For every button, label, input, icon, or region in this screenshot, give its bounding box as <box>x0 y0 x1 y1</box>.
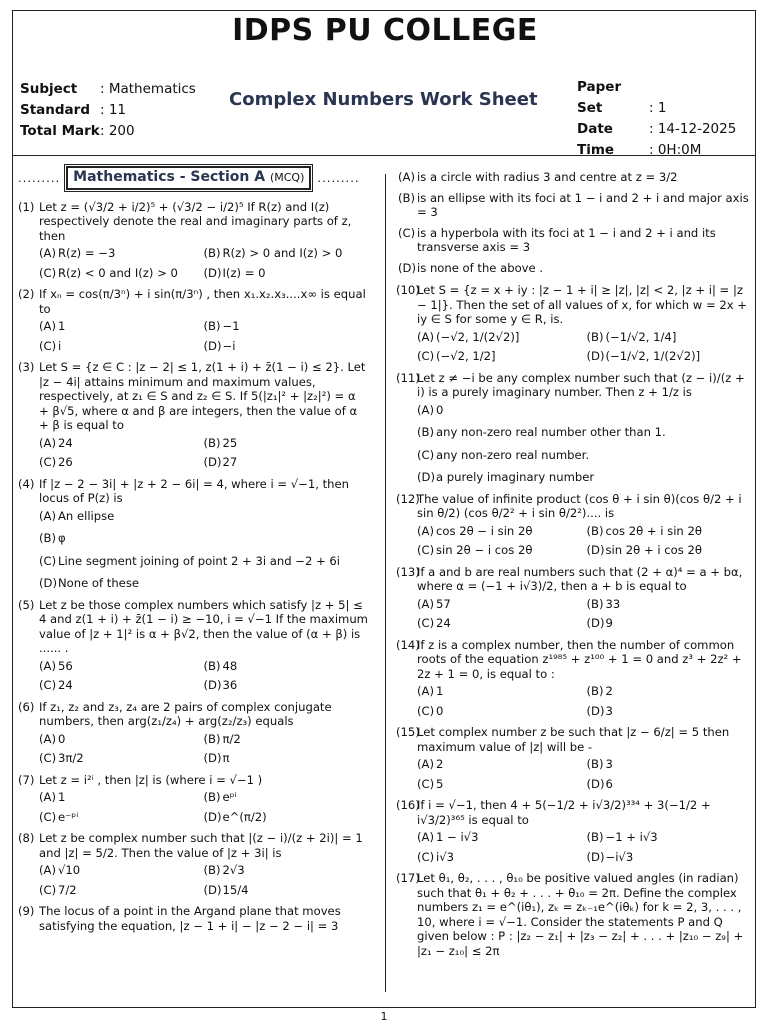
question-text: Let S = {z = x + iy : |z − 1 + i| ≥ |z|, |z| < 2, |z + i| = |z − 1|}. Then the set of all values of x, for which w = 2x + iy ∈ S for some y ∈ R, is. <box>417 283 748 326</box>
option-c <box>39 554 368 569</box>
section-dots-right: ......... <box>317 170 360 185</box>
question-13 <box>396 565 756 631</box>
option-text: An ellipse <box>58 508 115 523</box>
option-c <box>39 339 204 354</box>
question-number: (15) <box>396 725 420 739</box>
option-a <box>417 403 756 418</box>
option-d <box>204 678 369 693</box>
option-letter: (A) <box>417 830 434 844</box>
option-c <box>417 616 587 631</box>
option-letter: (A) <box>39 731 56 746</box>
option-text: 3π/2 <box>58 751 84 765</box>
options <box>39 659 368 693</box>
option-d <box>587 850 757 865</box>
option-a <box>417 524 587 539</box>
option-c <box>417 850 587 865</box>
option-letter: (C) <box>417 349 435 363</box>
option-b <box>587 524 757 539</box>
option-d <box>587 704 757 719</box>
options <box>417 830 756 864</box>
question-1 <box>18 200 368 281</box>
option-letter: (A) <box>417 329 434 344</box>
section-heading <box>18 166 368 190</box>
options <box>39 732 368 766</box>
option-text: 26 <box>58 455 73 469</box>
question-5 <box>18 598 368 693</box>
option-letter: (D) <box>398 260 416 275</box>
question-number: (10) <box>396 283 420 297</box>
option-letter: (C) <box>39 809 57 824</box>
question-number: (11) <box>396 370 420 385</box>
option-letter: (B) <box>203 731 221 746</box>
options <box>417 524 756 558</box>
option-c <box>417 543 587 558</box>
option-text: i√3 <box>436 849 454 864</box>
options <box>417 684 756 718</box>
option-d <box>39 576 368 591</box>
question-row <box>18 598 368 656</box>
option-c <box>417 448 756 463</box>
option-text: 1 − i√3 <box>436 830 479 844</box>
option-text: any non-zero real number other than 1. <box>436 425 666 439</box>
question-number: (14) <box>396 637 420 652</box>
question-text: If z is a complex number, then the number of common roots of the equation z¹⁹⁸⁵ + z¹⁰⁰ + 1 = 0 and z³ + 2z² + 2z + 1 = 0, is equal to : <box>417 637 742 681</box>
option-text: 48 <box>222 658 238 673</box>
question-number: (8) <box>18 831 35 845</box>
option-letter: (A) <box>39 246 56 260</box>
option-c <box>417 777 587 792</box>
options <box>417 403 756 485</box>
option-b <box>204 659 369 674</box>
option-text: −i√3 <box>605 849 634 864</box>
options <box>39 436 368 470</box>
option-text: None of these <box>58 576 139 590</box>
question-number: (9) <box>18 904 35 918</box>
option-letter: (B) <box>398 190 416 205</box>
option-letter: (A) <box>39 508 56 523</box>
question-9 <box>18 904 368 933</box>
question-text: If xₙ = cos(π/3ⁿ) + i sin(π/3ⁿ) , then x₁.x₂.x₃....x∞ is equal to <box>39 287 366 316</box>
option-text: π <box>222 751 230 765</box>
question-row <box>18 200 368 244</box>
option-text: (−√2, 1/2] <box>436 349 496 363</box>
option-letter: (D) <box>586 776 605 791</box>
options <box>417 757 756 791</box>
option-text: φ <box>58 531 66 545</box>
option-letter: (D) <box>586 703 605 718</box>
option-letter: (B) <box>586 684 604 698</box>
question-text: If a and b are real numbers such that (2 + α)⁴ = a + bα, where α = (−1 + i√3)/2, then a + b is equal to <box>417 564 743 593</box>
option-text: sin 2θ − i cos 2θ <box>436 543 533 557</box>
option-d <box>204 455 369 470</box>
option-letter: (A) <box>417 684 434 698</box>
section-title: Mathematics - Section A (MCQ) <box>66 166 311 190</box>
question-text: Let z be complex number such that |(z − i)/(z + 2i)| = 1 and |z| = 5/2. Then the value of |z + 3i| is <box>39 831 363 860</box>
option-letter: (B) <box>203 319 221 333</box>
option-text: 27 <box>222 455 238 469</box>
option-a <box>39 659 204 674</box>
column-divider <box>385 174 386 992</box>
section-dots-left: ......... <box>18 170 61 185</box>
option-letter: (C) <box>39 553 57 568</box>
option-d <box>417 470 756 485</box>
option-letter: (B) <box>203 246 221 260</box>
option-letter: (D) <box>203 455 222 469</box>
option-text: eᵖⁱ <box>222 790 237 804</box>
option-c <box>398 226 756 255</box>
option-letter: (B) <box>39 531 57 545</box>
option-text: 36 <box>222 678 238 692</box>
option-a <box>417 684 587 699</box>
question-number: (5) <box>18 597 35 612</box>
question-text: If z₁, z₂ and z₃, z₄ are 2 pairs of complex conjugate numbers, then arg(z₁/z₄) + arg(z₂/z₃) equals <box>39 699 332 728</box>
option-letter: (D) <box>586 616 605 630</box>
question-row <box>396 283 756 327</box>
option-c <box>417 704 587 719</box>
option-d <box>204 883 369 898</box>
option-letter: (B) <box>203 435 221 450</box>
option-letter: (D) <box>417 470 435 484</box>
worksheet-title: Complex Numbers Work Sheet <box>229 89 538 110</box>
option-text: R(z) < 0 and I(z) > 0 <box>58 265 178 280</box>
option-d <box>204 810 369 825</box>
option-d <box>204 339 369 354</box>
option-b <box>204 246 369 261</box>
option-text: 33 <box>605 596 621 611</box>
page-number: 1 <box>380 1010 388 1023</box>
option-c <box>39 266 204 281</box>
option-text: sin 2θ + i cos 2θ <box>605 543 702 557</box>
option-a <box>39 436 204 451</box>
option-letter: (C) <box>39 882 57 897</box>
option-letter: (A) <box>417 523 434 538</box>
question-row <box>18 773 368 788</box>
question-number: (3) <box>18 360 35 374</box>
question-row <box>396 725 756 754</box>
option-letter: (C) <box>417 447 435 462</box>
right-meta <box>577 77 736 161</box>
option-letter: (B) <box>203 658 221 673</box>
question-number: (4) <box>18 476 35 491</box>
question-number: (6) <box>18 699 35 714</box>
option-letter: (D) <box>203 751 222 765</box>
option-text: is a hyperbola with its foci at 1 − i and 2 + i and its transverse axis = 3 <box>417 225 716 254</box>
question-4 <box>18 477 368 591</box>
question-list-right <box>396 283 756 958</box>
option-text: 2 <box>605 684 613 698</box>
option-text: 0 <box>436 703 444 718</box>
question-11 <box>396 371 756 485</box>
option-text: 2√3 <box>222 863 245 877</box>
option-letter: (D) <box>203 678 222 692</box>
option-b <box>587 684 757 699</box>
question-text: The value of infinite product (cos θ + i sin θ)(cos θ/2 + i sin θ/2) (cos θ/2² + i sin θ/2²).... is <box>417 491 742 520</box>
option-letter: (A) <box>417 596 434 611</box>
question-10 <box>396 283 756 364</box>
option-text: (−√2, 1/(2√2)] <box>436 329 520 344</box>
option-text: −1 + i√3 <box>605 830 658 844</box>
option-text: 1 <box>58 790 66 804</box>
option-a <box>39 246 204 261</box>
option-a <box>417 830 587 845</box>
question-text: The locus of a point in the Argand plane that moves satisfying the equation, |z − 1 + i| − |z − 2 − i| = 3 <box>39 904 341 933</box>
option-letter: (C) <box>417 703 435 718</box>
college-name: IDPS PU COLLEGE <box>232 13 538 48</box>
question-number: (17) <box>396 871 420 885</box>
option-letter: (C) <box>398 225 416 240</box>
options <box>39 790 368 824</box>
option-a <box>417 597 587 612</box>
question-number: (2) <box>18 287 35 301</box>
option-text: R(z) > 0 and I(z) > 0 <box>222 246 343 260</box>
question-row <box>18 831 368 860</box>
option-text: R(z) = −3 <box>58 246 116 260</box>
option-b <box>587 330 757 345</box>
options <box>39 863 368 897</box>
option-text: 56 <box>58 658 73 673</box>
question-number: (16) <box>396 798 420 812</box>
option-text: cos 2θ − i sin 2θ <box>436 523 533 538</box>
meta-date: Date : 14-12-2025 <box>577 121 737 137</box>
option-a <box>398 170 756 185</box>
option-letter: (C) <box>417 776 435 791</box>
option-letter: (B) <box>586 596 604 611</box>
option-letter: (C) <box>417 543 435 557</box>
option-text: 5 <box>436 776 444 791</box>
option-letter: (B) <box>203 863 221 877</box>
option-d <box>398 261 756 276</box>
option-a <box>417 757 587 772</box>
option-letter: (D) <box>39 576 57 590</box>
option-letter: (D) <box>203 338 222 353</box>
option-text: 6 <box>605 776 613 791</box>
question-6 <box>18 700 368 766</box>
options <box>417 330 756 364</box>
question-row <box>396 371 756 400</box>
option-b <box>587 757 757 772</box>
question-14 <box>396 638 756 719</box>
option-letter: (D) <box>586 543 605 557</box>
question-row <box>396 871 756 958</box>
option-text: cos 2θ + i sin 2θ <box>605 523 702 538</box>
option-letter: (A) <box>39 319 56 333</box>
option-letter: (C) <box>39 265 57 280</box>
right-column <box>396 170 756 965</box>
option-b <box>204 863 369 878</box>
option-b <box>587 597 757 612</box>
option-c <box>417 349 587 364</box>
option-letter: (C) <box>417 616 435 630</box>
question-number: (7) <box>18 772 35 787</box>
option-b <box>204 790 369 805</box>
question-row <box>18 477 368 506</box>
question-row <box>396 492 756 521</box>
option-letter: (B) <box>586 757 604 771</box>
option-letter: (D) <box>203 809 222 824</box>
option-text: 15/4 <box>222 882 249 897</box>
option-text: 2 <box>436 757 444 771</box>
option-a <box>39 863 204 878</box>
question-text: Let complex number z be such that |z − 6/z| = 5 then maximum value of |z| will be - <box>417 725 730 754</box>
option-text: −1 <box>222 319 240 333</box>
option-c <box>39 810 204 825</box>
option-text: 3 <box>605 757 613 771</box>
option-text: 25 <box>222 435 238 450</box>
header-divider <box>13 155 755 156</box>
question-text: Let z be those complex numbers which satisfy |z + 5| ≤ 4 and z(1 + i) + z̄(1 − i) ≥ −10, i = √−1 If the maximum value of |z + 1|² is α + β√2, then the value of (α + β) is ...... . <box>39 597 368 655</box>
option-a <box>39 732 204 747</box>
question-row <box>396 638 756 682</box>
option-text: 3 <box>605 703 613 718</box>
option-text: e⁻ᵖⁱ <box>58 809 79 824</box>
option-b <box>204 436 369 451</box>
option-text: −i <box>222 338 236 353</box>
question-9-options <box>398 170 756 275</box>
option-letter: (B) <box>586 523 604 538</box>
question-list-left <box>18 200 368 934</box>
question-text: Let z = (√3/2 + i/2)⁵ + (√3/2 − i/2)⁵ If R(z) and I(z) respectively denote the real and imaginary parts of z, then <box>39 199 352 243</box>
option-letter: (B) <box>586 329 604 344</box>
option-a <box>39 319 204 334</box>
option-c <box>39 455 204 470</box>
option-text: is an ellipse with its foci at 1 − i and 2 + i and major axis = 3 <box>417 190 749 219</box>
option-a <box>39 509 368 524</box>
option-letter: (C) <box>39 338 57 353</box>
option-text: any non-zero real number. <box>436 447 590 462</box>
question-text: Let S = {z ∈ C : |z − 2| ≤ 1, z(1 + i) + z̄(1 − i) ≤ 2}. Let |z − 4i| attains minimum and maximum values, respectively, at z₁ ∈ S and z₂ ∈ S. If 5(|z₁|² + |z₂|²) = α + β√5, where α and β are integers, then the value of α + β is equal to <box>39 360 366 432</box>
meta-time: Time : 0H:0M <box>577 142 702 158</box>
question-16 <box>396 798 756 864</box>
option-text: 7/2 <box>58 882 77 897</box>
question-3 <box>18 360 368 470</box>
option-text: i <box>58 338 62 353</box>
option-d <box>204 266 369 281</box>
options <box>39 509 368 591</box>
option-text: 0 <box>58 731 66 746</box>
option-a <box>39 790 204 805</box>
option-d <box>587 777 757 792</box>
options <box>39 319 368 353</box>
option-text: is none of the above . <box>417 260 544 275</box>
option-letter: (B) <box>417 425 435 439</box>
meta-total-mark: Total Mark: 200 <box>20 123 135 139</box>
question-row <box>18 904 368 933</box>
option-c <box>39 883 204 898</box>
meta-paper-set: Paper Set : 1 <box>577 79 667 116</box>
option-b <box>587 830 757 845</box>
meta-standard: Standard : 11 <box>20 102 127 118</box>
question-text: Let z ≠ −i be any complex number such that (z − i)/(z + i) is a purely imaginary number. Then z + 1/z is <box>417 370 745 399</box>
question-row <box>396 565 756 594</box>
option-text: 24 <box>58 435 73 450</box>
option-d <box>587 543 757 558</box>
option-letter: (B) <box>203 790 221 804</box>
option-text: 57 <box>436 596 451 611</box>
option-d <box>587 349 757 364</box>
option-letter: (A) <box>39 863 56 877</box>
question-number: (13) <box>396 564 420 579</box>
option-text: π/2 <box>222 731 241 746</box>
option-b <box>417 425 756 440</box>
option-text: √10 <box>58 863 81 877</box>
option-text: Line segment joining of point 2 + 3i and −2 + 6i <box>58 553 341 568</box>
question-number: (1) <box>18 199 35 214</box>
option-text: 1 <box>436 684 444 698</box>
question-row <box>396 798 756 827</box>
options <box>39 246 368 280</box>
option-text: is a circle with radius 3 and centre at z = 3/2 <box>417 170 678 184</box>
option-d <box>587 616 757 631</box>
option-letter: (A) <box>39 790 56 804</box>
option-text: 9 <box>605 616 613 630</box>
question-row <box>18 700 368 729</box>
question-row <box>18 287 368 316</box>
question-12 <box>396 492 756 558</box>
option-letter: (D) <box>586 349 605 363</box>
meta-subject: Subject : Mathematics <box>20 81 196 97</box>
option-text: e^(π/2) <box>222 809 267 824</box>
option-text: 1 <box>58 319 66 333</box>
option-letter: (B) <box>586 830 604 844</box>
option-letter: (A) <box>39 435 56 450</box>
option-letter: (C) <box>39 751 57 765</box>
left-meta <box>20 79 196 142</box>
option-b <box>204 319 369 334</box>
option-a <box>417 330 587 345</box>
options <box>417 597 756 631</box>
question-8 <box>18 831 368 897</box>
option-c <box>39 678 204 693</box>
option-text: I(z) = 0 <box>222 265 266 280</box>
option-letter: (A) <box>417 757 434 771</box>
question-7 <box>18 773 368 825</box>
question-text: If |z − 2 − 3i| + |z + 2 − 6i| = 4, where i = √−1, then locus of P(z) is <box>39 476 350 505</box>
question-text: If i = √−1, then 4 + 5(−1/2 + i√3/2)³³⁴ + 3(−1/2 + i√3/2)³⁶⁵ is equal to <box>417 798 711 827</box>
option-d <box>204 751 369 766</box>
option-letter: (D) <box>586 849 605 864</box>
option-text: (−1/√2, 1/4] <box>605 329 677 344</box>
option-letter: (C) <box>417 849 435 864</box>
question-17 <box>396 871 756 958</box>
option-text: 24 <box>58 678 73 692</box>
question-text: Let z = i²ⁱ , then |z| is (where i = √−1 ) <box>39 772 263 787</box>
option-text: a purely imaginary number <box>436 470 595 484</box>
option-c <box>39 751 204 766</box>
option-b <box>39 531 368 546</box>
question-2 <box>18 287 368 353</box>
question-number: (12) <box>396 491 420 506</box>
option-text: 24 <box>436 616 451 630</box>
question-row <box>18 360 368 433</box>
option-letter: (D) <box>203 265 222 280</box>
option-letter: (D) <box>203 882 222 897</box>
question-15 <box>396 725 756 791</box>
option-letter: (A) <box>398 170 415 184</box>
option-letter: (C) <box>39 678 57 692</box>
option-text: (−1/√2, 1/(2√2)] <box>605 349 701 363</box>
left-column <box>18 164 368 940</box>
option-b <box>398 191 756 220</box>
option-letter: (C) <box>39 455 57 469</box>
option-text: 0 <box>436 402 444 417</box>
option-letter: (A) <box>39 658 56 673</box>
option-letter: (A) <box>417 402 434 417</box>
question-text: Let θ₁, θ₂, . . . , θ₁₀ be positive valued angles (in radian) such that θ₁ + θ₂ + . . . + θ₁₀ = 2π. Define the complex numbers z₁ = e^(iθ₁), zₖ = zₖ₋₁e^(iθₖ) for k = 2, 3, . . . , 10, where i = √−1. Consider the statements P and Q given below : P : |z₂ − z₁| + |z₃ − z₂| + . . . + |z₁₀ − z₉| + |z₁ − z₁₀| ≤ 2π <box>417 871 744 958</box>
option-b <box>204 732 369 747</box>
